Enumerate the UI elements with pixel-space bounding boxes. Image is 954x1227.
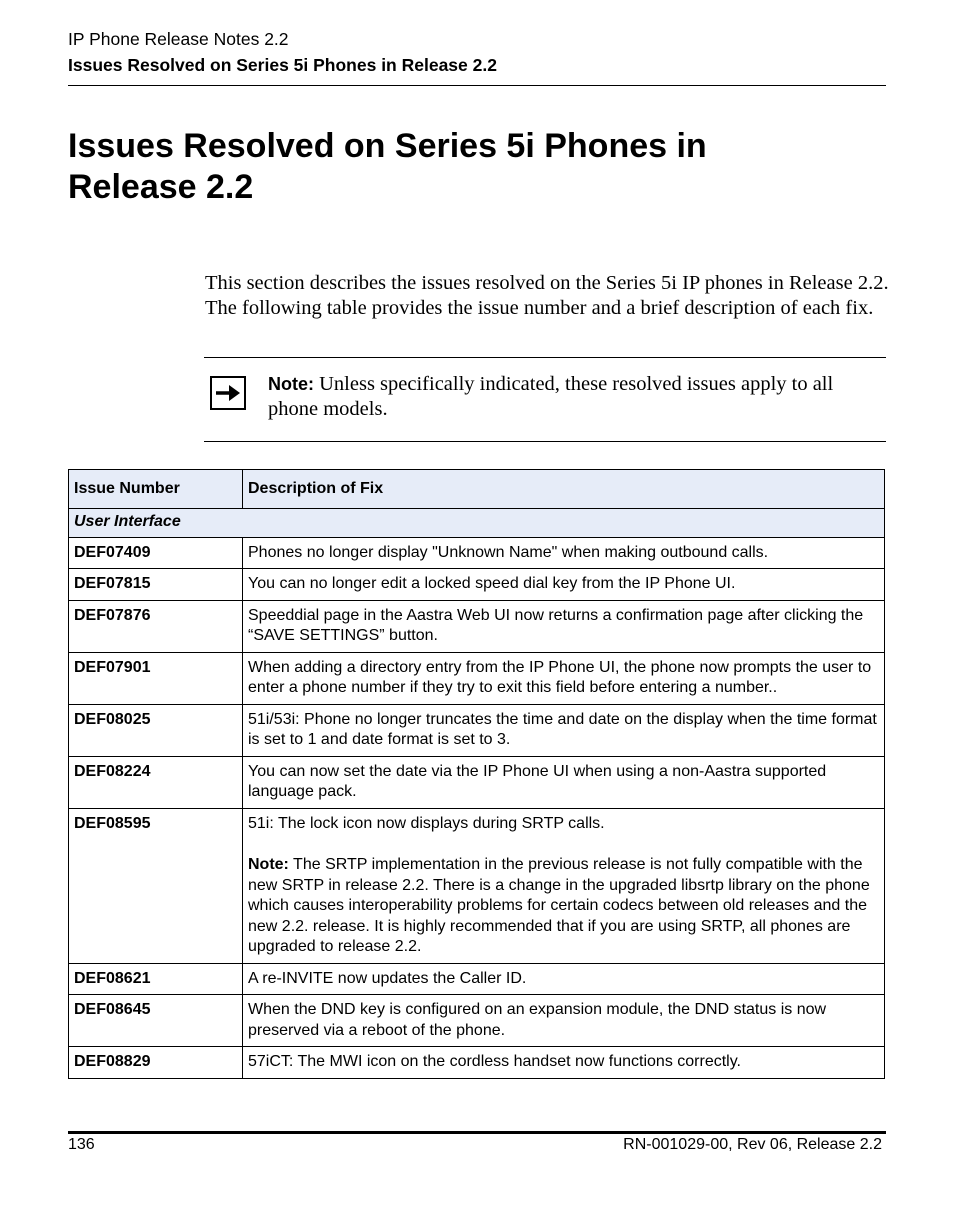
issue-description-text: 51i: The lock icon now displays during SRTP calls. — [248, 814, 605, 832]
issue-description: A re-INVITE now updates the Caller ID. — [243, 963, 885, 995]
issue-number: DEF08645 — [69, 995, 243, 1047]
page-title: Issues Resolved on Series 5i Phones in Release 2.2 — [68, 127, 707, 206]
table-row — [69, 1047, 885, 1079]
issue-number: DEF07409 — [69, 537, 243, 569]
issue-number: DEF08025 — [69, 704, 243, 756]
issue-number: DEF08224 — [69, 756, 243, 808]
issue-description — [243, 808, 885, 963]
intro-paragraph: This section describes the issues resolved on the Series 5i IP phones in Release 2.2. The following table provides the issue number and a brief description of each fix. — [205, 272, 889, 319]
resolved-issues-table — [68, 469, 885, 1079]
arrow-right-icon — [210, 376, 246, 410]
column-header-issue-number: Issue Number — [69, 470, 243, 509]
footer-divider — [68, 1131, 886, 1134]
issue-description: You can no longer edit a locked speed dial key from the IP Phone UI. — [243, 569, 885, 601]
table-row — [69, 652, 885, 704]
issue-number: DEF07901 — [69, 652, 243, 704]
issue-number: DEF08829 — [69, 1047, 243, 1079]
issue-number: DEF08621 — [69, 963, 243, 995]
running-header-section-title: Issues Resolved on Series 5i Phones in Release 2.2 — [68, 55, 497, 75]
issue-description: You can now set the date via the IP Phone UI when using a non-Aastra supported language pack. — [243, 756, 885, 808]
note-divider-bottom — [204, 441, 886, 442]
issue-number: DEF07876 — [69, 600, 243, 652]
note — [268, 372, 868, 422]
running-header-doc-title: IP Phone Release Notes 2.2 — [68, 29, 289, 49]
table-row — [69, 756, 885, 808]
table-row — [69, 704, 885, 756]
header-divider — [68, 85, 886, 86]
issue-description: Phones no longer display "Unknown Name" when making outbound calls. — [243, 537, 885, 569]
table-row — [69, 995, 885, 1047]
issue-description: 57iCT: The MWI icon on the cordless handset now functions correctly. — [243, 1047, 885, 1079]
table-section-row — [69, 509, 885, 538]
page-number: 136 — [68, 1136, 95, 1153]
note-divider-top — [204, 357, 886, 358]
issue-number: DEF07815 — [69, 569, 243, 601]
issue-note-text: The SRTP implementation in the previous release is not fully compatible with the new SRTP in release 2.2. There is a change in the upgraded libsrtp library on the phone which causes interoperability problems for certain codecs between old releases and the new 2.2. release. It is highly recommended that if you are using SRTP, all phones are upgraded to release 2.2. — [248, 856, 870, 955]
table-row — [69, 569, 885, 601]
issue-description: When adding a directory entry from the IP Phone UI, the phone now prompts the user to enter a phone number if they try to exit this field before entering a number.. — [243, 652, 885, 704]
issue-number: DEF08595 — [69, 808, 243, 963]
document-id: RN-001029-00, Rev 06, Release 2.2 — [623, 1136, 882, 1153]
note-text: Unless specifically indicated, these resolved issues apply to all phone models. — [268, 373, 834, 420]
table-row — [69, 963, 885, 995]
issue-description: 51i/53i: Phone no longer truncates the time and date on the display when the time format is set to 1 and date format is set to 3. — [243, 704, 885, 756]
table-header-row — [69, 470, 885, 509]
issue-description: When the DND key is configured on an expansion module, the DND status is now preserved via a reboot of the phone. — [243, 995, 885, 1047]
column-header-description: Description of Fix — [243, 470, 885, 509]
issue-description: Speeddial page in the Aastra Web UI now returns a confirmation page after clicking the “SAVE SETTINGS” button. — [243, 600, 885, 652]
note-label: Note: — [268, 374, 314, 394]
issue-note — [248, 855, 879, 958]
table-row — [69, 537, 885, 569]
table-row — [69, 808, 885, 963]
section-label: User Interface — [69, 509, 885, 538]
table-row — [69, 600, 885, 652]
issue-note-label: Note: — [248, 856, 289, 873]
